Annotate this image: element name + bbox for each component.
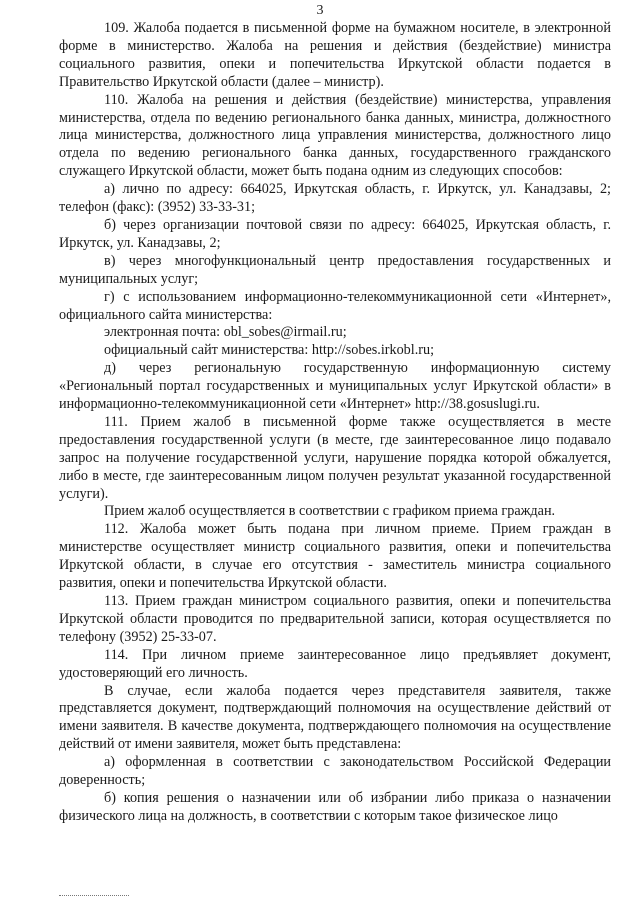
paragraph-114-b: б) копия решения о назначении или об избрании либо приказа о назначении физического лица на должность, в соответствии с которым такое физическое лицо xyxy=(59,789,611,824)
paragraph-email: электронная почта: obl_sobes@irmail.ru; xyxy=(104,324,347,341)
paragraph-113: 113. Прием граждан министром социального развития, опеки и попечительства Иркутской области проводится по предварительной записи, которая осуществляется по телефону (3952) 25-33-07. xyxy=(59,593,611,645)
paragraph-110-d: д) через региональную государственную информационную систему «Региональный портал государственных и муниципальных услуг Иркутской области» в информационно-телекоммуникационной сети «Интернет» http://38.gosuslugi.ru. xyxy=(59,360,611,413)
page-number: 3 xyxy=(316,3,324,18)
paragraph-114-a: а) оформленная в соответствии с законодательством Российской Федерации доверенность; xyxy=(59,754,611,789)
paragraph-110: 110. Жалоба на решения и действия (бездействие) министерства, управления министерства, отдела по ведению регионального банка данных, министра, должностного лица министерства, должностного лица управления министерства, должностного лицо отдела по ведению регионального банка данных, государственного гражданского служащего Иркутской области, может быть подана одним из следующих способов: xyxy=(59,91,611,180)
paragraph-website: официальный сайт министерства: http://sobes.irkobl.ru; xyxy=(104,342,435,359)
paragraph-110-v: в) через многофункциональный центр предоставления государственных и муниципальных услуг; xyxy=(59,252,611,287)
document-body xyxy=(59,20,611,826)
paragraph-schedule: Прием жалоб осуществляется в соответствии с графиком приема граждан. xyxy=(104,503,556,520)
paragraph-110-g: г) с использованием информационно-телекоммуникационной сети «Интернет», официального сайта министерства: xyxy=(59,288,611,323)
paragraph-representative: В случае, если жалоба подается через представителя заявителя, также представляется документ, подтверждающий полномочия на осуществление действий от имени заявителя. В качестве документа, подтверждающего полномочия на осуществление действий от имени заявителя, может быть представлена: xyxy=(59,682,611,753)
footnote-rule xyxy=(59,895,129,896)
paragraph-110-b: б) через организации почтовой связи по адресу: 664025, Иркутская область, г. Иркутск, ул. Канадзавы, 2; xyxy=(59,216,611,251)
paragraph-110-a: а) лично по адресу: 664025, Иркутская область, г. Иркутск, ул. Канадзавы, 2; телефон (факс): (3952) 33-33-31; xyxy=(59,181,611,216)
paragraph-112: 112. Жалоба может быть подана при личном приеме. Прием граждан в министерстве осуществляет министр социального развития, опеки и попечительства Иркутской области, в случае его отсутствия - заместитель министра социального развития, опеки и попечительства Иркутской области. xyxy=(59,521,611,592)
paragraph-114: 114. При личном приеме заинтересованное лицо предъявляет документ, удостоверяющий его личность. xyxy=(59,646,611,681)
paragraph-111: 111. Прием жалоб в письменной форме также осуществляется в месте предоставления государственной услуги (в месте, где заинтересованное лицо подавало запрос на получение государственной услуги, нарушение порядка которой обжалуется, либо в месте, где заинтересованным лицом получен результат указанной государственной услуги). xyxy=(59,413,611,502)
paragraph-109: 109. Жалоба подается в письменной форме на бумажном носителе, в электронной форме в министерство. Жалоба на решения и действия (бездействие) министра социального развития, опеки и попечительства Иркутской области подается в Правительство Иркутской области (далее – министр). xyxy=(59,20,611,90)
